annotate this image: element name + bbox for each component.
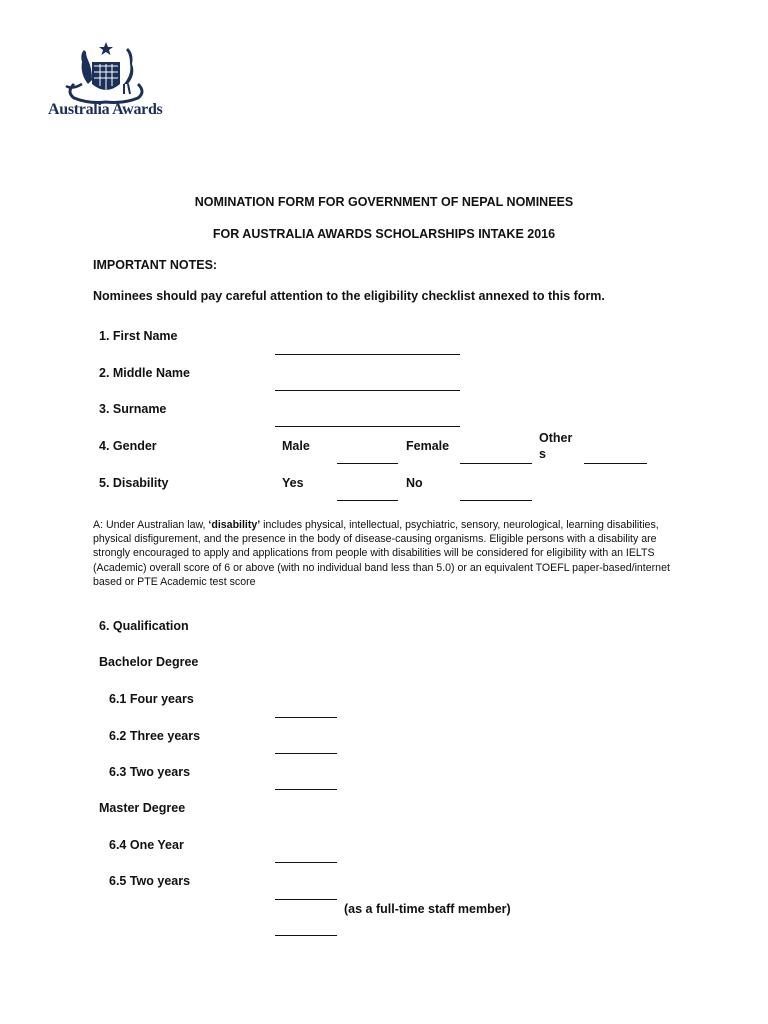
gender-female-label: Female [406,439,450,453]
disability-note-text: includes physical, intellectual, psychiatric, sensory, neurological, learning disabilities, physical disfigurement, and the presence in the body of disease-causing organisms. Eligible persons with a disability are strongly encouraged to apply and applications from people with disabilities will be considered for eligibility with an IELTS (Academic) overall score of 6 or above (with no individual band less than 5.0) or an equivalent TOEFL paper-based/internet based or PTE Academic test score [93,519,670,588]
q65-label: 6.5 Two years [109,874,191,888]
q61-label: 6.1 Four years [109,692,194,706]
q62-field[interactable] [275,753,337,754]
disability-note-term: ‘disability’ [208,519,261,531]
surname-field[interactable] [275,426,460,427]
bachelor-degree-label: Bachelor Degree [99,655,199,669]
first-name-field[interactable] [275,354,460,355]
disability-note-prefix: A: Under Australian law, [93,519,209,531]
disability-note [93,518,683,589]
gender-others-label-2: s [539,447,546,461]
qualification-heading: 6. Qualification [99,619,189,633]
q62-label: 6.2 Three years [109,729,201,743]
staff-member-note: (as a full-time staff member) [344,902,511,916]
form-title: NOMINATION FORM FOR GOVERNMENT OF NEPAL NOMINEES [194,195,574,209]
disability-no-label: No [406,476,423,490]
gender-female-field[interactable] [460,463,532,464]
gender-male-field[interactable] [337,463,398,464]
middle-name-field[interactable] [275,390,460,391]
q64-field[interactable] [275,862,337,863]
form-subtitle: FOR AUSTRALIA AWARDS SCHOLARSHIPS INTAKE 2016 [212,227,556,241]
q63-label: 6.3 Two years [109,765,191,779]
q65-field[interactable] [275,899,337,900]
first-name-label: 1. First Name [99,329,178,343]
important-notes-text: Nominees should pay careful attention to the eligibility checklist annexed to this form. [93,289,605,303]
gender-male-label: Male [282,439,310,453]
q63-field[interactable] [275,789,337,790]
gender-label: 4. Gender [99,439,157,453]
middle-name-label: 2. Middle Name [99,366,190,380]
disability-yes-label: Yes [282,476,304,490]
q64-label: 6.4 One Year [109,838,184,852]
surname-label: 3. Surname [99,402,167,416]
gender-others-label-1: Other [539,431,573,445]
gender-others-field[interactable] [584,463,647,464]
disability-no-field[interactable] [460,500,532,501]
staff-member-field[interactable] [275,935,337,936]
master-degree-label: Master Degree [99,801,186,815]
important-notes-heading: IMPORTANT NOTES: [93,258,218,272]
disability-label: 5. Disability [99,476,169,490]
disability-yes-field[interactable] [337,500,398,501]
q61-field[interactable] [275,717,337,718]
logo-text: Australia Awards [48,101,163,118]
